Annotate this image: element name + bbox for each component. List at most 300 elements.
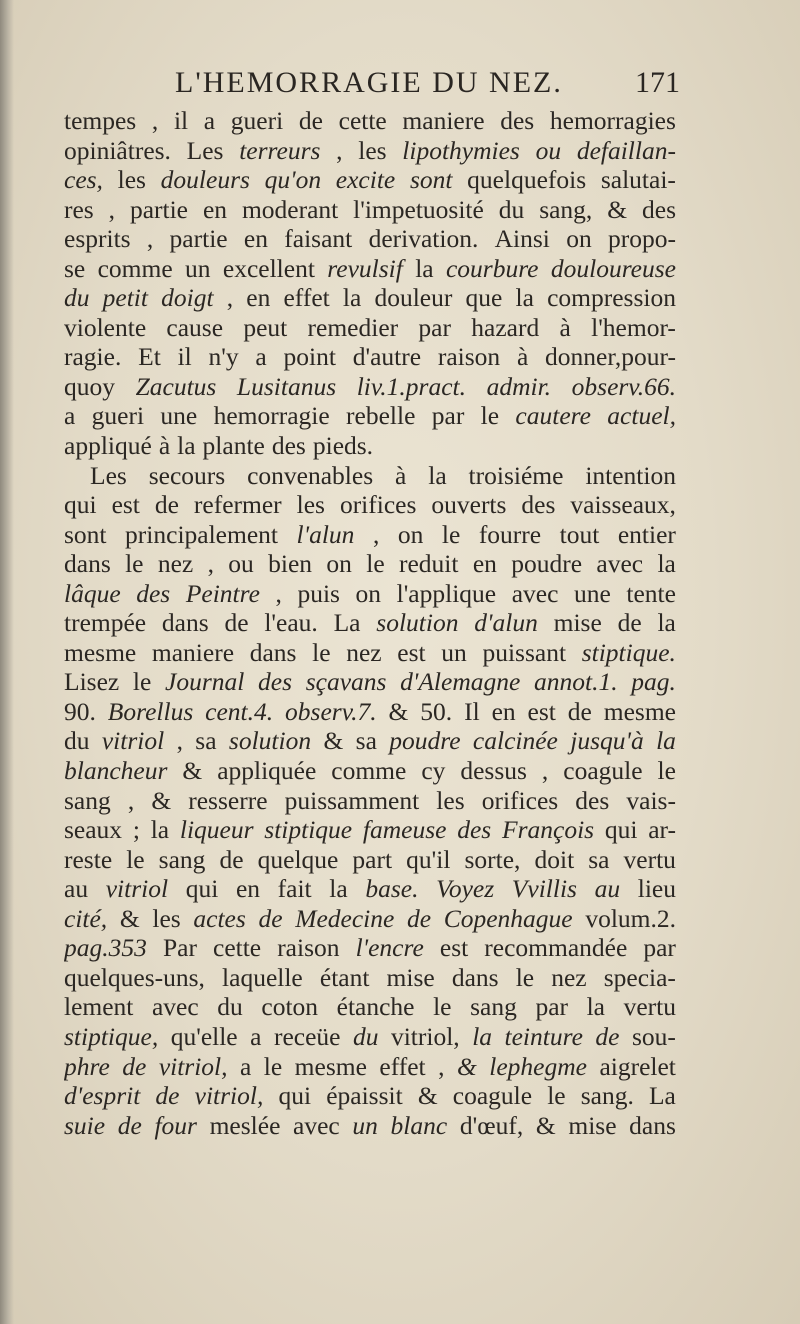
word: la	[472, 1021, 493, 1051]
page-number: 171	[635, 66, 680, 99]
text-line	[64, 815, 676, 845]
word: intention	[585, 460, 676, 490]
word: mise	[553, 608, 602, 638]
word: ,	[275, 578, 282, 608]
text-line	[64, 667, 676, 697]
word: une	[160, 401, 198, 431]
word: ,	[176, 726, 183, 756]
word: sçavans	[305, 667, 387, 697]
text-line	[64, 520, 676, 550]
word: on	[326, 549, 352, 579]
word: le	[125, 549, 144, 579]
word: maniere	[151, 637, 235, 667]
word: a	[255, 342, 267, 372]
word: stiptique,	[64, 1021, 159, 1051]
word: que	[465, 283, 503, 313]
text-line	[64, 254, 676, 284]
word: dans	[161, 608, 209, 638]
word: refermer	[193, 490, 282, 520]
word: en	[202, 194, 228, 224]
word: l'alun	[296, 519, 355, 549]
word: Borellus	[107, 696, 194, 726]
word: on	[397, 519, 424, 549]
word: &	[151, 785, 172, 815]
word: quelques-uns,	[64, 962, 205, 992]
word: coton	[261, 992, 319, 1022]
text-line	[64, 845, 676, 875]
word: se	[64, 253, 86, 283]
word: raison	[437, 342, 501, 372]
word: tempes	[64, 106, 137, 135]
word: le	[657, 756, 676, 786]
word: avec	[293, 1110, 340, 1140]
word: volum.2.	[585, 903, 676, 933]
word: point	[283, 342, 336, 372]
word: sang	[470, 992, 517, 1022]
word: sa	[588, 844, 610, 874]
word: gueri	[230, 106, 284, 135]
word: par	[535, 992, 568, 1022]
text-line	[64, 106, 676, 136]
word: l'impetuosité	[353, 194, 484, 224]
word: le	[263, 1051, 283, 1081]
word: ouverts	[431, 490, 507, 520]
word: blanc	[390, 1110, 448, 1140]
word: petit	[102, 283, 148, 313]
word: tente	[626, 578, 676, 608]
word: admir.	[486, 371, 552, 401]
word: cette	[213, 933, 262, 963]
word: qui	[64, 490, 97, 520]
word: partie	[169, 224, 228, 254]
text-line	[64, 963, 676, 993]
text-line	[64, 549, 676, 579]
word: douleurs	[160, 165, 250, 195]
word: Journal	[165, 667, 245, 697]
word: principalement	[125, 519, 278, 549]
word: comme	[331, 756, 407, 786]
word: en	[243, 224, 268, 254]
word: est	[111, 490, 140, 520]
word: poudre	[511, 549, 583, 579]
word: vertu	[623, 844, 676, 874]
body-text	[64, 106, 676, 1140]
word: esprits	[64, 224, 131, 254]
word: est	[527, 696, 556, 726]
word: par	[418, 312, 451, 342]
word: de	[406, 903, 432, 933]
word: des	[271, 431, 306, 461]
word: il	[173, 106, 189, 135]
word: François	[502, 815, 595, 845]
word: la	[586, 992, 605, 1022]
word: vitriol,	[194, 1081, 264, 1111]
word: du	[217, 992, 243, 1022]
word: rebelle	[346, 401, 416, 431]
word: ou	[535, 135, 562, 165]
word: de	[258, 903, 283, 933]
word: four	[154, 1110, 197, 1140]
word: trempée	[64, 608, 147, 638]
word: est	[397, 637, 426, 667]
word: a	[203, 106, 216, 135]
word: quelque	[257, 844, 339, 874]
word: lieu	[637, 874, 676, 904]
word: reduit	[398, 549, 459, 579]
word: le	[480, 401, 500, 431]
word: gueri	[91, 401, 145, 431]
word: ,	[372, 519, 380, 549]
word: qui	[604, 815, 638, 845]
text-line	[64, 697, 676, 727]
text-line	[64, 1022, 676, 1052]
word: &	[323, 726, 344, 756]
text-line	[64, 726, 676, 756]
word: quelquefois	[467, 165, 587, 195]
word: en	[246, 283, 271, 313]
word: fait	[277, 874, 312, 904]
word: partie	[129, 194, 189, 224]
word: la	[657, 608, 676, 638]
word: ,	[541, 756, 549, 786]
word: ces,	[64, 165, 103, 195]
word: solution	[376, 608, 459, 638]
word: la	[329, 874, 348, 904]
word: dans	[64, 549, 111, 579]
word: defaillan-	[576, 135, 676, 165]
word: poudre	[389, 726, 461, 756]
word: l'hemor-	[591, 312, 676, 342]
word: actuel,	[607, 401, 676, 431]
word: à	[516, 342, 529, 372]
word: Par	[162, 933, 197, 963]
word: quoy	[64, 371, 115, 401]
word: des	[500, 106, 535, 135]
text-line	[64, 1111, 676, 1141]
word: propo-	[607, 224, 676, 254]
word: excite	[335, 165, 396, 195]
word: nez	[551, 962, 587, 992]
word: pag.	[631, 667, 676, 697]
word: solution	[228, 726, 312, 756]
word: ragie.	[64, 342, 122, 372]
word: nez	[157, 549, 194, 579]
word: au	[64, 874, 89, 904]
word: troisiéme	[468, 460, 564, 490]
word: entier	[617, 519, 676, 549]
word: du	[352, 1021, 379, 1051]
word: ,	[151, 106, 159, 135]
word: terreurs	[239, 135, 321, 165]
word: du	[64, 726, 90, 756]
word: est	[439, 933, 469, 963]
word: à	[559, 312, 571, 342]
word: la	[177, 431, 196, 461]
word: vertu	[623, 992, 676, 1022]
word: qu'on	[264, 165, 322, 195]
word: part	[352, 844, 393, 874]
word: qu'elle	[170, 1021, 238, 1051]
word: moderant	[241, 194, 339, 224]
word: puissamment	[284, 785, 420, 815]
text-line	[64, 372, 676, 402]
word: sang,	[539, 194, 593, 224]
text-line	[64, 283, 676, 313]
word: de	[595, 1021, 620, 1051]
word: secours	[148, 460, 226, 490]
text-line	[64, 1052, 676, 1082]
word: Les	[90, 460, 127, 490]
running-head	[60, 66, 680, 106]
word: un	[441, 637, 467, 667]
word: en	[472, 549, 497, 579]
word: resserre	[188, 785, 268, 815]
word: mise	[568, 1110, 617, 1140]
word: cité,	[64, 903, 108, 933]
word: le	[132, 667, 152, 697]
text-line	[64, 786, 676, 816]
word: courbure	[445, 253, 539, 283]
word: hemorragies	[549, 106, 676, 135]
word: maniere	[402, 106, 485, 135]
word: &	[535, 1110, 556, 1140]
word: des	[575, 785, 610, 815]
word: bien	[268, 549, 313, 579]
word: liv.1.pract.	[356, 371, 466, 401]
word: d'œuf,	[459, 1110, 524, 1140]
text-line	[64, 313, 676, 343]
word: ,	[438, 1051, 445, 1081]
word: 50.	[420, 696, 453, 726]
word: mise	[386, 962, 435, 992]
text-line	[64, 461, 676, 491]
word: &	[388, 696, 409, 726]
word: ,	[127, 785, 135, 815]
word: a	[240, 1051, 252, 1081]
word: stiptique.	[581, 637, 676, 667]
word: ,	[108, 194, 116, 224]
text-line	[64, 756, 676, 786]
word: faisant	[284, 224, 353, 254]
word: de	[154, 490, 179, 520]
text-line	[64, 933, 676, 963]
word: du	[64, 283, 90, 313]
word: ,	[146, 224, 154, 254]
word: 90.	[64, 696, 96, 726]
text-line	[64, 1081, 676, 1111]
word: ar-	[648, 815, 676, 845]
word: Voyez	[436, 874, 495, 904]
word: sont	[409, 165, 453, 195]
word: Zacutus	[135, 371, 217, 401]
word: lâque	[64, 578, 121, 608]
word: lement	[64, 992, 134, 1022]
word: nez	[346, 637, 382, 667]
word: un	[352, 1110, 378, 1140]
word: observ.7.	[285, 696, 377, 726]
text-line	[64, 992, 676, 1022]
word: vitriol	[101, 726, 165, 756]
word: La	[333, 608, 361, 638]
word: cent.4.	[205, 696, 274, 726]
word: de	[298, 106, 323, 135]
word: liqueur	[179, 815, 254, 845]
word: excellent	[222, 253, 315, 283]
word: jusqu'à	[570, 726, 644, 756]
text-line	[64, 608, 676, 638]
word: sa	[355, 726, 377, 756]
text-line	[64, 431, 676, 461]
text-line	[64, 874, 676, 904]
word: par	[643, 933, 676, 963]
word: ,	[226, 283, 234, 313]
word: Lusitanus	[236, 371, 337, 401]
word: le	[441, 519, 461, 549]
word: n'y	[208, 342, 239, 372]
word: des	[521, 490, 556, 520]
text-line	[64, 579, 676, 609]
word: &	[607, 194, 628, 224]
word: de	[155, 1081, 180, 1111]
word: cautere	[515, 401, 591, 431]
word: au	[594, 874, 621, 904]
word: comme	[97, 253, 173, 283]
word: vais-	[626, 785, 676, 815]
word: d'Alemagne	[400, 667, 521, 697]
word: en	[235, 874, 261, 904]
word: l'eau.	[264, 608, 318, 638]
word: les	[152, 903, 181, 933]
word: Il	[464, 696, 480, 726]
word: la	[515, 283, 534, 313]
word: La	[648, 1081, 676, 1111]
word: aigrelet	[599, 1051, 676, 1081]
word: observ.66.	[571, 371, 676, 401]
word: la	[342, 283, 362, 313]
word: par	[431, 401, 465, 431]
word: d'esprit	[64, 1081, 141, 1111]
word: sang.	[580, 1081, 634, 1111]
word: a	[64, 401, 76, 431]
word: d'autre	[352, 342, 422, 372]
word: épaissit	[326, 1081, 403, 1111]
word: salutai-	[600, 165, 676, 195]
word: recommandée	[484, 933, 628, 963]
word: avec	[596, 549, 644, 579]
word: de	[567, 696, 592, 726]
word: opiniâtres.	[64, 135, 171, 165]
word: Peintre	[185, 578, 260, 608]
word: plante	[202, 431, 265, 461]
word: vaisseaux,	[570, 490, 676, 520]
word: reste	[64, 844, 113, 874]
word: remedier	[307, 312, 399, 342]
word: vitriol	[105, 874, 169, 904]
word: lephegme	[489, 1051, 587, 1081]
word: de	[122, 1051, 147, 1081]
word: suie	[64, 1110, 106, 1140]
word: effet	[283, 283, 330, 313]
word: la	[656, 726, 676, 756]
word: des	[136, 578, 171, 608]
running-title: L'HEMORRAGIE DU NEZ.	[175, 66, 563, 99]
word: ,	[207, 549, 214, 579]
word: effet	[379, 1051, 426, 1081]
text-line	[64, 136, 676, 166]
word: mesme	[603, 696, 676, 726]
word: coagule	[563, 756, 643, 786]
word: annot.1.	[534, 667, 618, 697]
word: Et	[138, 342, 161, 372]
word: compression	[547, 283, 676, 313]
text-line	[64, 490, 676, 520]
word: doigt	[161, 283, 214, 313]
text-line	[64, 165, 676, 195]
word: de	[617, 608, 642, 638]
word: tout	[559, 519, 600, 549]
word: la	[415, 253, 434, 283]
word: mesme	[64, 637, 137, 667]
word: étant	[319, 962, 370, 992]
word: les	[296, 490, 325, 520]
word: le	[433, 992, 452, 1022]
word: violente	[64, 312, 147, 342]
word: pieds.	[312, 431, 374, 461]
word: le	[547, 1081, 566, 1111]
word: &	[182, 756, 203, 786]
word: appliquée	[217, 756, 317, 786]
word: de	[117, 1110, 142, 1140]
word: la	[428, 460, 447, 490]
word: étanche	[336, 992, 415, 1022]
word: orifices	[339, 490, 417, 520]
word: Ainsi	[494, 224, 550, 254]
word: l'encre	[355, 933, 424, 963]
word: puis	[297, 578, 340, 608]
word: donner,pour-	[545, 342, 676, 372]
word: puissant	[482, 637, 567, 667]
word: les	[436, 785, 465, 815]
word: base.	[365, 874, 419, 904]
word: des	[258, 667, 293, 697]
word: cy	[421, 756, 446, 786]
word: les	[358, 135, 387, 165]
word: une	[574, 578, 611, 608]
word: vitriol,	[158, 1051, 228, 1081]
word: avec	[511, 578, 559, 608]
word: actes	[193, 903, 246, 933]
word: d'alun	[474, 608, 538, 638]
word: avec	[151, 992, 199, 1022]
word: phre	[64, 1051, 110, 1081]
word: le	[312, 637, 331, 667]
word: qui	[278, 1081, 312, 1111]
word: Lisez	[64, 667, 120, 697]
word: res	[64, 194, 94, 224]
word: stiptique	[264, 815, 353, 845]
word: &	[119, 903, 140, 933]
word: derivation.	[368, 224, 479, 254]
word: fameuse	[362, 815, 447, 845]
word: sorte,	[464, 844, 521, 874]
word: meslée	[209, 1110, 281, 1140]
word: on	[566, 224, 592, 254]
word: les	[117, 165, 146, 195]
text-line	[64, 224, 676, 254]
word: douleur	[374, 283, 453, 313]
word: sou-	[631, 1021, 676, 1051]
word: seaux	[64, 815, 123, 845]
